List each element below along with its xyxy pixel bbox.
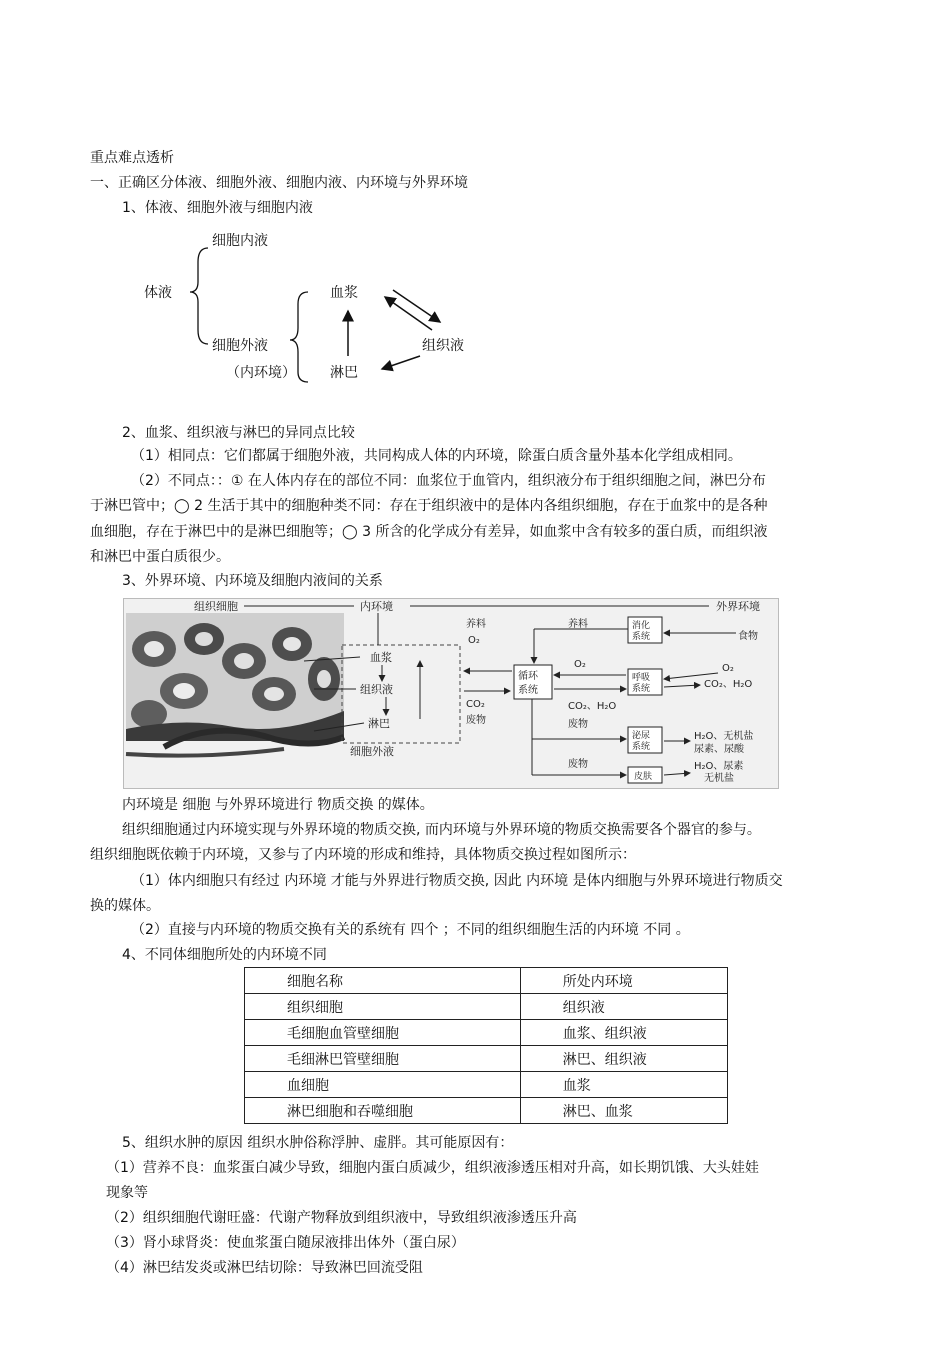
label-co2-h2o-mid: CO₂、H₂O [568,701,617,712]
section-1-title: 一、正确区分体液、细胞外液、细胞内液、内环境与外界环境 [90,175,468,191]
paragraph-exchange-1: 组织细胞通过内环境实现与外界环境的物质交换, 而内环境与外界环境的物质交换需要各个器官的参与。 [122,822,761,838]
paragraph-diff-line-2: 于淋巴管中；◯ 2 生活于其中的细胞种类不同：存在于组织液中的是体内各组织细胞，存在于血浆中的是各种 [90,498,768,514]
label-o2-out: O₂ [722,663,734,674]
table-row [245,1046,728,1072]
paragraph-diff-line-3: 血细胞，存在于淋巴中的是淋巴细胞等；◯ 3 所含的化学成分有差异，如血浆中含有较多的蛋白质，而组织液 [90,524,768,540]
subsection-4-title: 4、不同体细胞所处的内环境不同 [122,947,327,963]
label-inner-env: 内环境 [360,600,393,613]
subsection-2-title: 2、血浆、组织液与淋巴的异同点比较 [122,425,355,441]
label-waste-urinary: 废物 [568,719,588,730]
label-co2-mid: CO₂ [466,699,485,710]
table-cell: 毛细胞血管壁细胞 [245,1020,521,1046]
paragraph-diff-line-4: 和淋巴中蛋白质很少。 [90,549,230,565]
paragraph-diff-line-1: （2）不同点：：① 在人体内存在的部位不同：血浆位于血管内，组织液分布于组织细胞之间，淋巴分布 [131,473,766,489]
table-cell: 毛细淋巴管壁细胞 [245,1046,521,1072]
label-food: 食物 [738,631,758,642]
table-cell: 血细胞 [245,1072,521,1098]
tree-plasma: 血浆 [330,285,358,301]
page-heading: 重点难点透析 [90,150,174,166]
table-header-cell: 细胞名称 [245,968,521,994]
table-header-cell: 所处内环境 [520,968,727,994]
label-tissue-fluid: 组织液 [360,683,393,696]
paragraph-exchange-2: 组织细胞既依赖于内环境，又参与了内环境的形成和维持，具体物质交换过程如图所示： [90,847,636,863]
label-co2-h2o-out: CO₂、H₂O [704,679,753,690]
exchange-diagram [123,598,779,789]
tree-inner-env: （内环境） [226,365,296,381]
table-row [245,1098,728,1124]
tissue-cells-illustration [126,613,344,756]
subsection-3-title: 3、外界环境、内环境及细胞内液间的关系 [122,573,383,589]
table-row [245,1072,728,1098]
label-nutrients-mid: 养料 [466,619,486,630]
paragraph-point-1a: （1）体内细胞只有经过 内环境 才能与外界进行物质交换, 因此 内环境 是体内细胞与外界环境进行物质交 [131,873,783,889]
tree-brackets-arrows [0,0,950,420]
tree-extracellular: 细胞外液 [212,338,268,354]
cause-3: （3）肾小球肾炎：使血浆蛋白随尿液排出体外（蛋白尿） [106,1235,465,1251]
label-uri-out-1: H₂O、无机盐 [694,731,754,742]
label-uri-out-2: 尿素、尿酸 [694,744,744,755]
table-cell: 组织液 [520,994,727,1020]
paragraph-point-2: （2）直接与内环境的物质交换有关的系统有 四个 ；不同的组织细胞生活的内环境 不同 。 [131,922,690,938]
table-cell: 血浆、组织液 [520,1020,727,1046]
label-uri-2: 系统 [632,742,651,752]
label-o2-resp: O₂ [574,659,586,670]
label-uri-1: 泌尿 [632,731,651,741]
table-row [245,994,728,1020]
paragraph-point-1b: 换的媒体。 [90,898,160,914]
label-circ-2: 系统 [518,685,538,696]
label-skin: 皮肤 [634,772,653,782]
paragraph-same: （1）相同点：它们都属于细胞外液，共同构成人体的内环境，除蛋白质含量外基本化学组成相同。 [131,448,742,464]
label-waste-skin: 废物 [568,759,588,770]
cause-1b: 现象等 [106,1185,148,1201]
paragraph-media: 内环境是 细胞 与外界环境进行 物质交换 的媒体。 [122,797,434,813]
label-outer-env: 外界环境 [716,600,760,613]
label-o2-mid: O₂ [468,635,480,646]
label-resp-1: 呼吸 [632,673,651,683]
label-waste-mid: 废物 [466,715,486,726]
cause-4: （4）淋巴结发炎或淋巴结切除：导致淋巴回流受阻 [106,1260,423,1276]
label-circ-1: 循环 [518,671,538,682]
cause-1a: （1）营养不良：血浆蛋白减少导致，细胞内蛋白质减少，组织液渗透压相对升高，如长期饥饿、大头娃娃 [106,1160,759,1176]
label-plasma: 血浆 [370,651,392,664]
subsection-5-title: 5、组织水肿的原因 组织水肿俗称浮肿、虚胖。其可能原因有： [122,1135,514,1151]
table-header-row [245,968,728,994]
tree-lymph: 淋巴 [330,365,358,381]
table-cell: 淋巴、血浆 [520,1098,727,1124]
table-cell: 血浆 [520,1072,727,1098]
label-lymph: 淋巴 [368,717,390,730]
label-nutrients-top: 养料 [568,619,588,630]
table-cell: 淋巴、组织液 [520,1046,727,1072]
label-dig-2: 系统 [632,632,651,642]
label-resp-2: 系统 [632,684,651,694]
label-dig-1: 消化 [632,621,651,631]
table-cell: 淋巴细胞和吞噬细胞 [245,1098,521,1124]
tree-tissue-fluid: 组织液 [422,338,464,354]
cell-environment-table [244,967,728,1124]
label-skin-out-1: H₂O、尿素 [694,761,744,772]
cause-2: （2）组织细胞代谢旺盛：代谢产物释放到组织液中，导致组织液渗透压升高 [106,1210,577,1226]
label-ecf: 细胞外液 [350,745,394,758]
subsection-1-title: 1、体液、细胞外液与细胞内液 [122,200,313,216]
table-cell: 组织细胞 [245,994,521,1020]
label-tissue-cell: 组织细胞 [194,600,238,613]
tree-root: 体液 [144,285,172,301]
tree-intracellular: 细胞内液 [212,233,268,249]
table-row [245,1020,728,1046]
label-skin-out-2: 无机盐 [704,773,734,784]
